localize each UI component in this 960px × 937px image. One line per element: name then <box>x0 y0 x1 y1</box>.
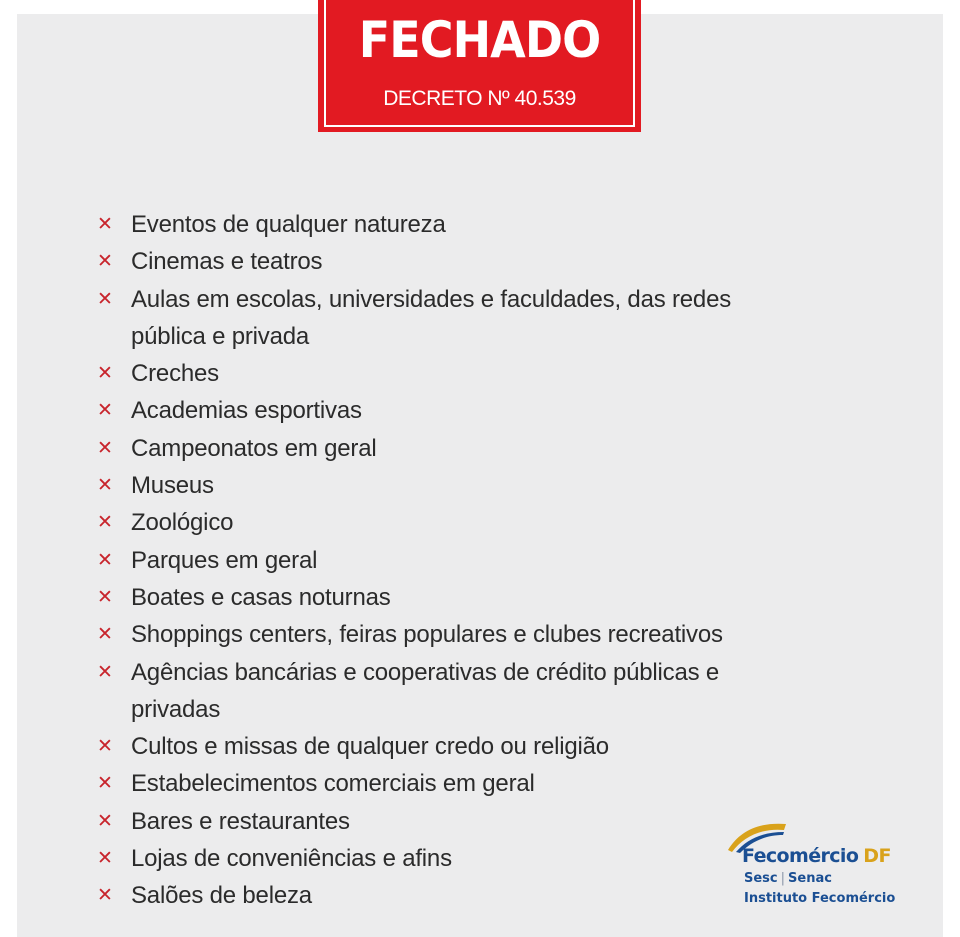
list-item: ✕ Parques em geral <box>95 542 771 579</box>
x-mark-icon: ✕ <box>97 736 113 758</box>
x-mark-icon: ✕ <box>97 586 113 608</box>
banner-title: FECHADO <box>358 11 601 69</box>
list-item: ✕ Campeonatos em geral <box>95 430 771 467</box>
x-mark-icon: ✕ <box>97 251 113 273</box>
logo-name-suffix: DF <box>863 845 891 867</box>
x-mark-icon: ✕ <box>97 661 113 683</box>
list-item: ✕ Lojas de conveniências e afins <box>95 840 771 877</box>
x-mark-icon: ✕ <box>97 400 113 422</box>
list-item: ✕ Estabelecimentos comerciais em geral <box>95 765 771 802</box>
logo-name: Fecomércio DF <box>742 845 891 867</box>
list-item: ✕ Salões de beleza <box>95 877 771 914</box>
logo-partner-sesc: Sesc <box>744 871 778 886</box>
list-item: ✕ Cultos e missas de qualquer credo ou religião <box>95 728 771 765</box>
list-item: ✕ Agências bancárias e cooperativas de crédito públicas e privadas <box>95 654 771 729</box>
list-item: ✕ Cinemas e teatros <box>95 243 771 280</box>
closed-activities-list <box>95 206 771 915</box>
logo-separator: | <box>780 871 786 886</box>
x-mark-icon: ✕ <box>97 214 113 235</box>
x-mark-icon: ✕ <box>97 624 113 646</box>
x-mark-icon: ✕ <box>97 848 113 870</box>
x-mark-icon: ✕ <box>97 773 113 795</box>
logo-institute: Instituto Fecomércio <box>744 891 896 906</box>
x-mark-icon: ✕ <box>97 885 113 907</box>
x-mark-icon: ✕ <box>97 549 113 571</box>
x-mark-icon: ✕ <box>97 810 113 832</box>
x-mark-icon: ✕ <box>97 363 113 385</box>
logo-partner-senac: Senac <box>788 871 832 886</box>
x-mark-icon: ✕ <box>97 512 113 534</box>
list-item: ✕ Museus <box>95 467 771 504</box>
logo-partners <box>744 870 832 887</box>
list-item: ✕ Shoppings centers, feiras populares e clubes recreativos <box>95 616 771 653</box>
list-item: ✕ Aulas em escolas, universidades e faculdades, das redes pública e privada <box>95 281 771 356</box>
x-mark-icon: ✕ <box>97 437 113 459</box>
list-item: ✕ Boates e casas noturnas <box>95 579 771 616</box>
x-mark-icon: ✕ <box>97 475 113 497</box>
x-mark-icon: ✕ <box>97 288 113 310</box>
list-item: ✕ Eventos de qualquer natureza <box>95 206 771 243</box>
list-item: ✕ Creches <box>95 355 771 392</box>
list-item: ✕ Academias esportivas <box>95 392 771 429</box>
fecomercio-logo <box>726 820 926 915</box>
banner-decree: DECRETO Nº 40.539 <box>383 87 576 110</box>
list-item: ✕ Zoológico <box>95 504 771 541</box>
list-item: ✕ Bares e restaurantes <box>95 803 771 840</box>
closed-banner <box>318 0 641 132</box>
